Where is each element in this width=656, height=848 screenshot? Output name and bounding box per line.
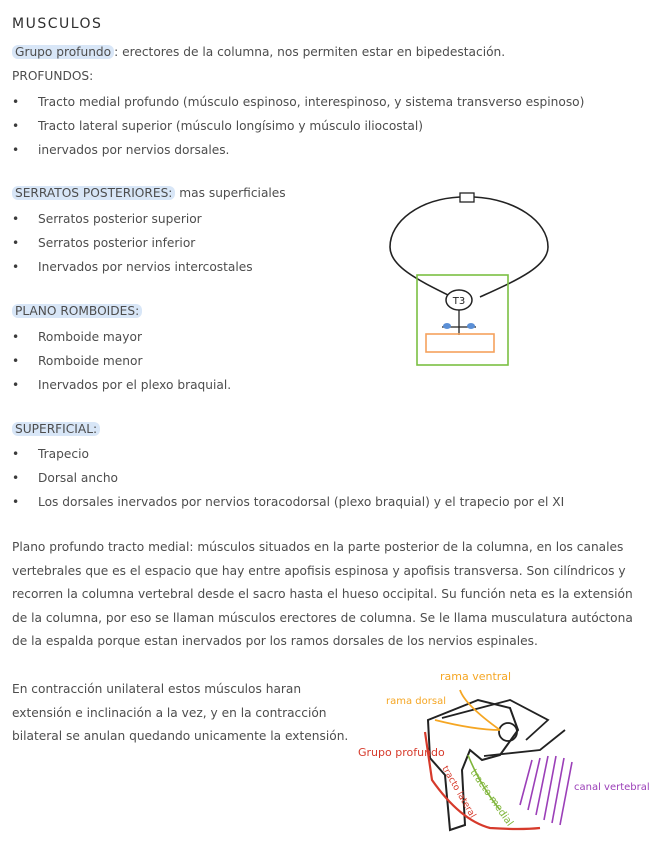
list-item: • Inervados por el plexo braquial. xyxy=(12,373,231,397)
serratos-label: SERRATOS POSTERIORES: xyxy=(12,186,175,200)
list-item: • Serratos posterior inferior xyxy=(12,231,253,255)
serratos-desc: mas superficiales xyxy=(175,186,286,200)
vertebra-diagram xyxy=(350,660,650,840)
list-item: • Tracto medial profundo (músculo espinoso, interespinoso, y sistema transverso espinoso) xyxy=(12,90,584,114)
thorax-outline xyxy=(390,197,548,297)
label-grupo-profundo: Grupo profundo xyxy=(358,746,445,759)
romboides-list xyxy=(12,325,231,397)
list-item: • Inervados por nervios intercostales xyxy=(12,255,253,279)
profundo-label: Grupo profundo xyxy=(12,45,114,59)
romboides-label: PLANO ROMBOIDES: xyxy=(12,304,142,318)
profundo-list xyxy=(12,90,584,162)
list-item: • Serratos posterior superior xyxy=(12,207,253,231)
thorax-diagram xyxy=(380,185,560,375)
label-rama-dorsal: rama dorsal xyxy=(386,696,446,707)
list-item: • Tracto lateral superior (músculo longísimo y músculo iliocostal) xyxy=(12,114,584,138)
label-canal-vertebral: canal vertebral xyxy=(574,782,650,793)
label-tracto-lateral: tracto lateral xyxy=(439,764,478,821)
superficial-heading xyxy=(12,422,100,436)
profundo-desc: : erectores de la columna, nos permiten estar en bipedestación. xyxy=(114,45,506,59)
label-rama-ventral: rama ventral xyxy=(440,670,512,683)
sternum-mark xyxy=(460,193,474,202)
vertebra-label: T3 xyxy=(452,296,466,307)
superficial-list xyxy=(12,442,564,514)
list-item: • Romboide menor xyxy=(12,349,231,373)
dot-left xyxy=(443,323,451,329)
label-tracto-medial: tracto medial xyxy=(467,767,515,829)
profundos-subheading: PROFUNDOS: xyxy=(12,69,94,83)
page-title: MUSCULOS xyxy=(12,16,103,32)
list-item: • Los dorsales inervados por nervios toracodorsal (plexo braquial) y el trapecio por el XI xyxy=(12,490,564,514)
dot-right xyxy=(467,323,475,329)
spinal-canal-circle xyxy=(499,723,517,741)
orange-box xyxy=(426,334,494,352)
list-item: • Dorsal ancho xyxy=(12,466,564,490)
romboides-heading xyxy=(12,304,142,318)
serratos-heading xyxy=(12,186,286,200)
serratos-list xyxy=(12,207,253,279)
superficial-label: SUPERFICIAL: xyxy=(12,422,100,436)
profundo-heading xyxy=(12,45,505,59)
canal-vertebral-hatch xyxy=(520,756,572,825)
list-item: • Romboide mayor xyxy=(12,325,231,349)
list-item: • Trapecio xyxy=(12,442,564,466)
list-item: • inervados por nervios dorsales. xyxy=(12,138,584,162)
paragraph-contraccion: En contracción unilateral estos músculos haran extensión e inclinación a la vez, y en la contracción bilateral se anulan quedando unicamente la extensión. xyxy=(12,682,349,743)
paragraph-tracto-medial: Plano profundo tracto medial: músculos situados en la parte posterior de la columna, en los canales vertebrales que es el espacio que hay entre apofisis espinosa y apofisis transversa. Son cilíndricos y recorren la columna vertebral desde el sacro hasta el hueso occipital. Su función neta es la extensión de la columna, por eso se llaman músculos erectores de columna. Se le llama musculatura autóctona de la espalda porque estan inervados por los ramos dorsales de los nervios espinales. xyxy=(12,540,633,648)
